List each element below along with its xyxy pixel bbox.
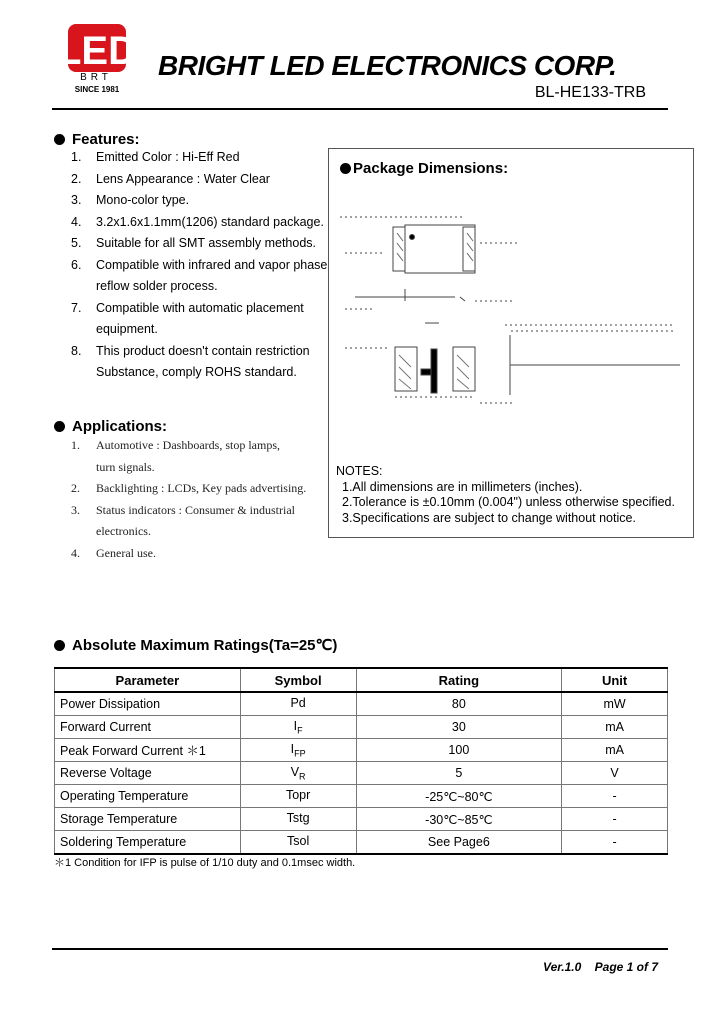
list-item-text: Compatible with automatic placement [96, 300, 304, 315]
list-item-number: 4. [71, 545, 80, 560]
cell-symbol [240, 808, 356, 831]
cell-symbol [240, 785, 356, 808]
page-footer [543, 960, 658, 974]
list-item [54, 500, 306, 522]
list-item [54, 233, 327, 255]
cell-parameter: Power Dissipation [55, 692, 241, 716]
list-item-text: Substance, comply ROHS standard. [96, 365, 297, 379]
cell-rating: 100 [356, 739, 562, 762]
cell-unit: mA [562, 739, 668, 762]
cell-symbol [240, 692, 356, 716]
cell-unit: - [562, 831, 668, 855]
cell-unit: mW [562, 692, 668, 716]
cell-symbol [240, 831, 356, 855]
cell-rating: 30 [356, 716, 562, 739]
cell-parameter: Operating Temperature [55, 785, 241, 808]
list-item-number: 2. [71, 481, 80, 495]
cell-symbol [240, 762, 356, 785]
col-rating: Rating [356, 668, 562, 692]
cell-symbol [240, 739, 356, 762]
list-item-text: Emitted Color : Hi-Eff Red [96, 150, 240, 164]
footer-divider [52, 948, 668, 950]
list-item-text: reflow solder process. [96, 279, 218, 293]
note-3: 3.Specifications are subject to change without notice. [342, 510, 636, 525]
notes-title: NOTES: [336, 464, 383, 478]
list-item-number: 7. [71, 300, 82, 315]
symbol-subscript: R [299, 771, 306, 782]
cell-parameter: Soldering Temperature [55, 831, 241, 855]
list-item [54, 298, 327, 320]
logo-text: LED [57, 29, 137, 73]
list-item-text: Lens Appearance : Water Clear [96, 171, 270, 186]
symbol-main: V [290, 764, 300, 779]
list-item [54, 521, 306, 543]
list-item [54, 341, 327, 363]
table-row [55, 831, 668, 855]
list-item-number: 8. [71, 343, 82, 358]
table-row [55, 785, 668, 808]
bullet-icon [54, 640, 65, 651]
list-item [54, 255, 327, 277]
cell-parameter: Reverse Voltage [55, 762, 241, 785]
cell-unit: - [562, 785, 668, 808]
cell-unit: V [562, 762, 668, 785]
list-item [54, 169, 327, 191]
list-item-text: Compatible with infrared and vapor phase [96, 257, 328, 272]
list-item-text: Mono-color type. [96, 193, 190, 207]
cell-symbol [240, 716, 356, 739]
table-row [55, 692, 668, 716]
list-item-number: 2. [71, 171, 82, 186]
ratings-title: Absolute Maximum Ratings(Ta=25℃) [72, 637, 338, 654]
col-unit: Unit [562, 668, 668, 692]
logo-sub: BRT [80, 72, 112, 83]
list-item-number: 3. [71, 193, 82, 207]
list-item [54, 319, 327, 341]
list-item-number: 1. [71, 438, 80, 452]
features-list [54, 147, 327, 384]
since-label: SINCE 1981 [74, 85, 120, 94]
applications-list [54, 435, 306, 564]
list-item-text: Backlighting : LCDs, Key pads advertising. [96, 481, 307, 495]
list-item-text: Suitable for all SMT assembly methods. [96, 236, 317, 250]
list-item-number: 4. [71, 214, 82, 229]
list-item-number: 6. [71, 257, 82, 272]
package-notes [336, 464, 675, 526]
ratings-footnote: ＊1 Condition for IFP is pulse of 1/10 duty and 0.1msec width. [54, 857, 356, 869]
cell-rating: 80 [356, 692, 562, 716]
list-item-text: Automotive : Dashboards, stop lamps, [96, 438, 280, 452]
list-item [54, 478, 306, 500]
list-item [54, 276, 327, 298]
header-divider [52, 108, 668, 110]
list-item [54, 190, 327, 212]
list-item-number: 3. [71, 502, 80, 517]
list-item-text: equipment. [96, 322, 158, 336]
symbol-main: I [293, 718, 298, 733]
cell-parameter: Storage Temperature [55, 808, 241, 831]
symbol-subscript: FP [294, 748, 306, 759]
symbol-main: Tsol [287, 833, 310, 848]
cell-rating: -25℃~80℃ [356, 785, 562, 808]
list-item [54, 212, 327, 234]
cell-unit: mA [562, 716, 668, 739]
list-item-text: General use. [96, 545, 156, 560]
bullet-icon [54, 421, 65, 432]
company-logo [57, 20, 137, 94]
applications-heading [54, 418, 167, 435]
list-item-text: This product doesn't contain restriction [96, 343, 310, 358]
table-header-row [55, 668, 668, 692]
cell-rating: 5 [356, 762, 562, 785]
page-label: Page 1 of 7 [594, 960, 658, 974]
list-item-text: Status indicators : Consumer & industrial [96, 502, 295, 517]
note-2: 2.Tolerance is ±0.10mm (0.004") unless otherwise specified. [342, 495, 675, 509]
list-item-text: 3.2x1.6x1.1mm(1206) standard package. [96, 214, 324, 229]
symbol-main: Pd [290, 695, 306, 710]
ratings-table [54, 667, 668, 855]
part-number: BL-HE133-TRB [534, 84, 646, 101]
cell-unit: - [562, 808, 668, 831]
list-item-text: turn signals. [96, 459, 155, 474]
cell-rating: See Page6 [356, 831, 562, 855]
applications-title: Applications: [72, 418, 168, 435]
list-item [54, 543, 306, 565]
table-row [55, 716, 668, 739]
table-row [55, 762, 668, 785]
features-heading [54, 131, 140, 148]
col-symbol: Symbol [240, 668, 356, 692]
bullet-icon [54, 134, 65, 145]
cell-rating: -30℃~85℃ [356, 808, 562, 831]
list-item-number: 5. [71, 236, 82, 250]
list-item [54, 457, 306, 479]
ratings-heading [54, 636, 337, 654]
package-heading [340, 160, 508, 177]
table-row [55, 739, 668, 762]
symbol-subscript: F [297, 725, 303, 736]
symbol-main: I [290, 741, 295, 756]
cell-parameter: Peak Forward Current ＊1 [55, 739, 241, 762]
note-1: 1.All dimensions are in millimeters (inches). [342, 479, 583, 494]
package-drawing [335, 205, 685, 420]
package-title: Package Dimensions: [353, 160, 509, 177]
cell-parameter: Forward Current [55, 716, 241, 739]
list-item [54, 147, 327, 169]
bullet-icon [340, 163, 351, 174]
symbol-main: Topr [285, 787, 311, 802]
list-item [54, 435, 306, 457]
table-row [55, 808, 668, 831]
list-item [54, 362, 327, 384]
col-parameter: Parameter [55, 668, 241, 692]
company-name: BRIGHT LED ELECTRONICS CORP. [158, 50, 617, 81]
list-item-number: 1. [71, 150, 82, 164]
version-label: Ver.1.0 [543, 960, 582, 974]
list-item-text: electronics. [96, 524, 151, 538]
symbol-main: Tstg [286, 810, 310, 825]
features-title: Features: [72, 131, 140, 148]
